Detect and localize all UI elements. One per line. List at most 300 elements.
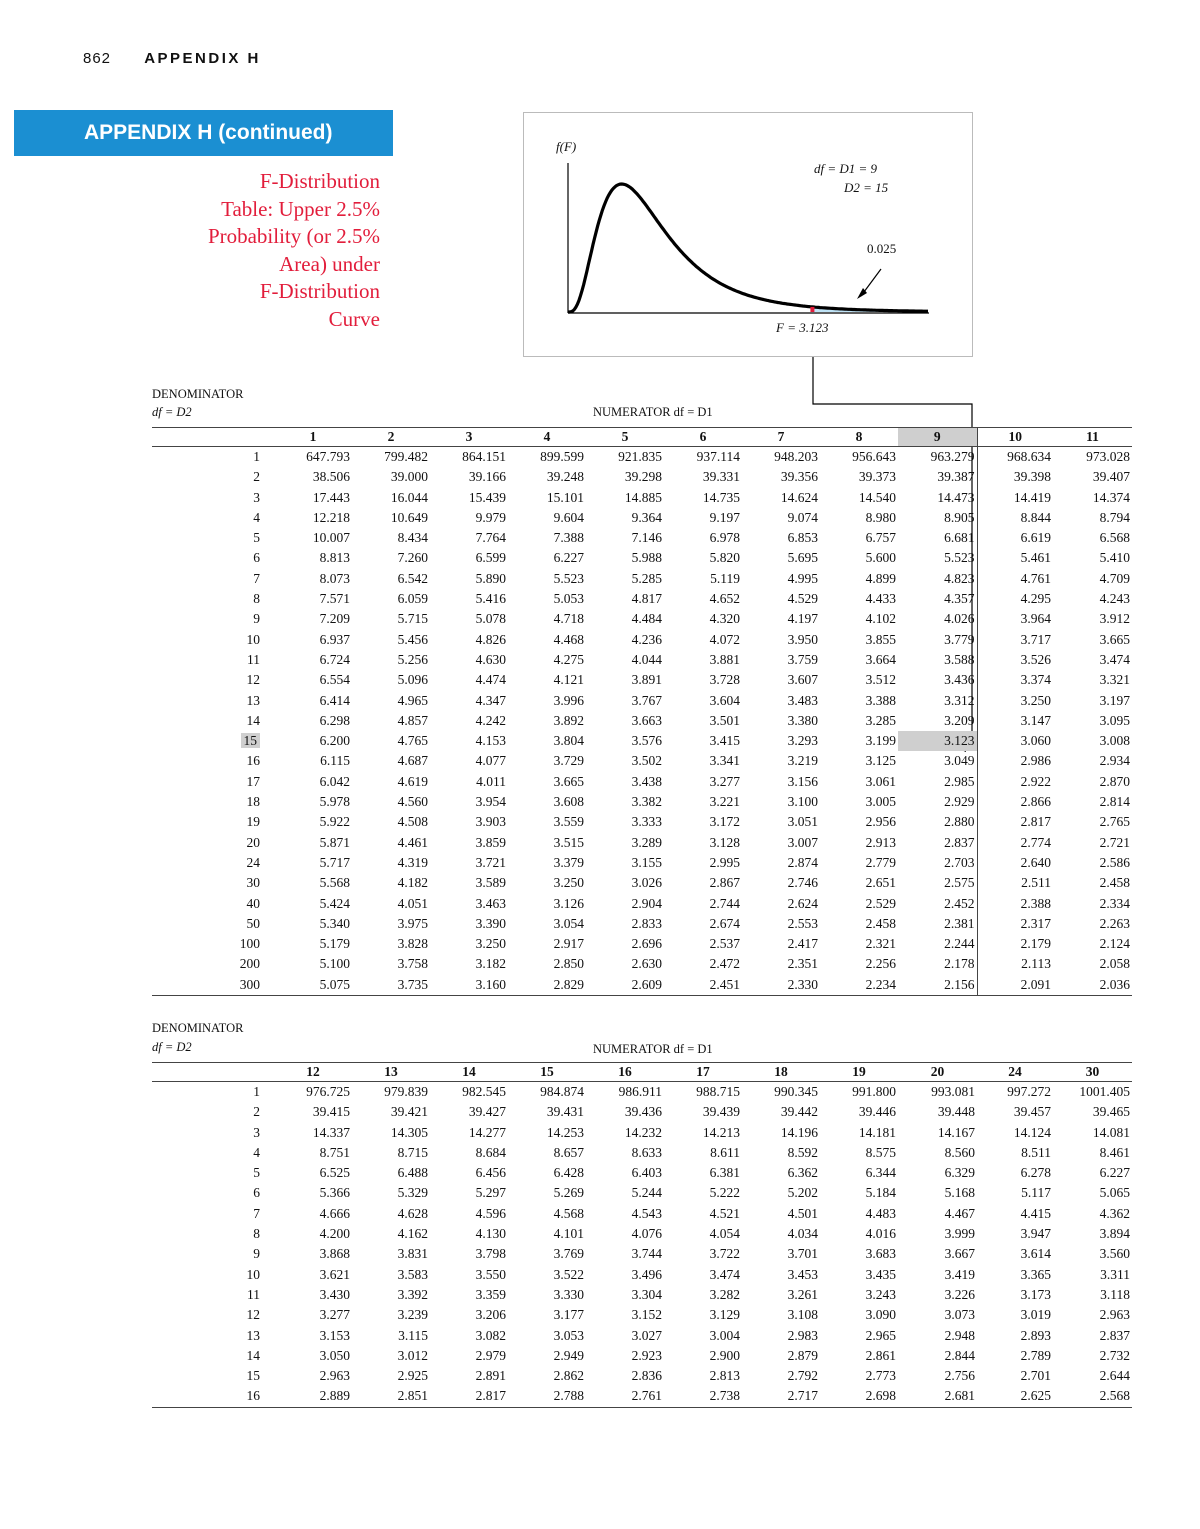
table-row xyxy=(152,853,1132,873)
table-cell: 2.351 xyxy=(787,956,818,972)
table-cell: 3.583 xyxy=(397,1266,428,1282)
table-cell: 5.285 xyxy=(631,570,662,586)
table-cell: 4.709 xyxy=(1099,570,1130,586)
table-cell: 5.978 xyxy=(319,794,350,810)
table-cell: 6.978 xyxy=(709,530,740,546)
table-cell: 2.837 xyxy=(1099,1327,1130,1343)
column-header: 2 xyxy=(352,428,430,447)
table-cell: 14.540 xyxy=(858,489,896,505)
table-cell: 5.168 xyxy=(944,1185,975,1201)
column-header: 17 xyxy=(664,1063,742,1082)
table-cell: 2.765 xyxy=(1099,814,1130,830)
table-cell: 2.817 xyxy=(1020,814,1051,830)
table-cell: 3.311 xyxy=(1100,1266,1130,1282)
table-cell: 4.468 xyxy=(553,631,584,647)
table-row xyxy=(152,650,1132,670)
table-cell: 4.765 xyxy=(397,733,428,749)
table-cell: 3.054 xyxy=(553,915,584,931)
table-cell: 2.850 xyxy=(553,956,584,972)
table-cell: 2.388 xyxy=(1020,895,1051,911)
table-cell: 3.243 xyxy=(865,1286,896,1302)
table-cell: 5.117 xyxy=(1021,1185,1051,1201)
table-cell: 2.575 xyxy=(898,873,977,893)
table-cell: 2.879 xyxy=(787,1347,818,1363)
table-row xyxy=(152,691,1132,711)
table-cell: 2.156 xyxy=(898,975,977,996)
table-cell: 2.774 xyxy=(1020,834,1051,850)
table-cell: 4.016 xyxy=(865,1226,896,1242)
table-row xyxy=(152,1082,1132,1103)
table-cell: 993.081 xyxy=(931,1084,975,1099)
table-cell: 8.684 xyxy=(475,1144,506,1160)
table-cell: 6.329 xyxy=(944,1165,975,1181)
table-cell: 3.526 xyxy=(1020,651,1051,667)
table-cell: 3.261 xyxy=(787,1286,818,1302)
table-cell: 3.588 xyxy=(898,650,977,670)
table-row xyxy=(152,670,1132,690)
table-cell: 2.756 xyxy=(944,1368,975,1384)
table-cell: 3.758 xyxy=(397,956,428,972)
table-cell: 3.125 xyxy=(865,753,896,769)
table-cell: 2.458 xyxy=(1099,875,1130,891)
table-cell: 3.293 xyxy=(787,733,818,749)
table-cell: 2.870 xyxy=(1099,773,1130,789)
table-cell: 39.407 xyxy=(1092,469,1130,485)
table-cell: 3.005 xyxy=(865,794,896,810)
table-cell: 3.027 xyxy=(631,1327,662,1343)
table-cell: 4.072 xyxy=(709,631,740,647)
table-cell: 3.744 xyxy=(631,1246,662,1262)
table-cell: 39.446 xyxy=(858,1104,896,1120)
column-header: 18 xyxy=(742,1063,820,1082)
table-cell: 3.082 xyxy=(475,1327,506,1343)
row-df-label: 300 xyxy=(152,975,274,996)
table-cell: 6.619 xyxy=(1020,530,1051,546)
table-cell: 3.123 xyxy=(898,731,977,751)
row-df-label: 20 xyxy=(246,834,260,850)
table-cell: 5.715 xyxy=(397,611,428,627)
table-cell: 14.419 xyxy=(1013,489,1051,505)
table-cell: 8.657 xyxy=(553,1144,584,1160)
caption-line: Curve xyxy=(328,306,380,331)
table-cell: 6.059 xyxy=(397,591,428,607)
table-cell: 4.243 xyxy=(1099,591,1130,607)
table-cell: 986.911 xyxy=(618,1084,662,1099)
caption-line: F-Distribution xyxy=(259,169,380,193)
table-cell: 5.456 xyxy=(397,631,428,647)
table-cell: 3.589 xyxy=(475,875,506,891)
table-cell: 3.250 xyxy=(475,936,506,952)
table-cell: 5.184 xyxy=(865,1185,896,1201)
table-row xyxy=(152,1204,1132,1224)
caption-line: Table: Upper 2.5% xyxy=(221,196,380,221)
table-cell: 39.398 xyxy=(1013,469,1051,485)
table-cell: 3.365 xyxy=(1020,1266,1051,1282)
table-cell: 2.925 xyxy=(397,1368,428,1384)
table-cell: 3.950 xyxy=(787,631,818,647)
table-cell: 5.424 xyxy=(319,895,350,911)
table-cell: 3.160 xyxy=(430,975,508,996)
table-cell: 16.044 xyxy=(390,489,428,505)
table-cell: 39.387 xyxy=(898,467,977,487)
table-cell: 2.983 xyxy=(787,1327,818,1343)
table-cell: 2.537 xyxy=(709,936,740,952)
table-cell: 5.297 xyxy=(475,1185,506,1201)
table-cell: 4.965 xyxy=(397,692,428,708)
table-cell: 3.502 xyxy=(631,753,662,769)
table-cell: 3.438 xyxy=(631,773,662,789)
table-cell: 2.761 xyxy=(586,1386,664,1407)
table-cell: 6.456 xyxy=(475,1165,506,1181)
table-cell: 7.764 xyxy=(475,530,506,546)
table-cell: 3.380 xyxy=(787,712,818,728)
highlighted-row-label: 15 xyxy=(241,733,261,748)
table-cell: 2.417 xyxy=(787,936,818,952)
table-row xyxy=(152,772,1132,792)
table-cell: 4.347 xyxy=(475,692,506,708)
column-header: 8 xyxy=(820,428,898,447)
table-cell: 3.728 xyxy=(709,672,740,688)
table-cell: 2.451 xyxy=(664,975,742,996)
table-cell: 3.060 xyxy=(1020,733,1051,749)
table-cell: 4.162 xyxy=(397,1226,428,1242)
table-cell: 3.173 xyxy=(1020,1286,1051,1302)
table-cell: 2.234 xyxy=(820,975,898,996)
table-cell: 39.415 xyxy=(312,1104,350,1120)
table-cell: 3.333 xyxy=(631,814,662,830)
table-cell: 3.868 xyxy=(319,1246,350,1262)
table-cell: 4.474 xyxy=(475,672,506,688)
table-cell: 3.717 xyxy=(1020,631,1051,647)
row-df-label: 4 xyxy=(253,509,260,525)
table-cell: 3.388 xyxy=(865,692,896,708)
table-cell: 3.374 xyxy=(1020,672,1051,688)
table-cell: 2.985 xyxy=(898,772,977,792)
table-cell: 39.166 xyxy=(468,469,506,485)
table-cell: 8.633 xyxy=(631,1144,662,1160)
table-cell: 3.147 xyxy=(1020,712,1051,728)
row-df-label: 8 xyxy=(253,1226,260,1242)
table-cell: 3.607 xyxy=(787,672,818,688)
table-cell: 4.560 xyxy=(397,794,428,810)
table-cell: 5.065 xyxy=(1099,1185,1130,1201)
row-df-label: 6 xyxy=(253,1185,260,1201)
table-row xyxy=(152,792,1132,812)
table-cell: 2.586 xyxy=(1099,854,1130,870)
table-row xyxy=(152,1163,1132,1183)
table-cell: 968.634 xyxy=(1007,449,1051,464)
table-cell: 3.090 xyxy=(865,1307,896,1323)
table-cell: 4.236 xyxy=(631,631,662,647)
df-label-numerator: df = D1 = 9 xyxy=(814,161,878,176)
table-cell: 7.571 xyxy=(319,591,350,607)
table-row xyxy=(152,488,1132,508)
table-cell: 4.076 xyxy=(631,1226,662,1242)
table-cell: 2.696 xyxy=(631,936,662,952)
table-cell: 3.522 xyxy=(553,1266,584,1282)
table-cell: 2.178 xyxy=(898,954,977,974)
table-cell: 3.382 xyxy=(631,794,662,810)
table-cell: 5.890 xyxy=(475,570,506,586)
table-cell: 2.837 xyxy=(898,833,977,853)
table-cell: 2.965 xyxy=(865,1327,896,1343)
table-cell: 3.100 xyxy=(787,794,818,810)
table-cell: 3.550 xyxy=(475,1266,506,1282)
table-row xyxy=(152,1244,1132,1264)
table-cell: 3.153 xyxy=(319,1327,350,1343)
table-cell: 9.604 xyxy=(553,509,584,525)
table-cell: 3.664 xyxy=(865,651,896,667)
table-cell: 3.095 xyxy=(1099,712,1130,728)
table-cell: 2.644 xyxy=(1099,1368,1130,1384)
table-cell: 39.298 xyxy=(624,469,662,485)
row-df-label: 24 xyxy=(246,854,260,870)
table-cell: 3.576 xyxy=(631,733,662,749)
table-cell: 3.277 xyxy=(319,1307,350,1323)
table-cell: 3.049 xyxy=(898,751,977,771)
table-cell: 3.430 xyxy=(319,1286,350,1302)
table-cell: 6.042 xyxy=(319,773,350,789)
table-cell: 3.026 xyxy=(631,875,662,891)
table-cell: 4.182 xyxy=(397,875,428,891)
table-cell: 4.630 xyxy=(475,651,506,667)
table-cell: 3.390 xyxy=(475,915,506,931)
table-cell: 2.263 xyxy=(1099,915,1130,931)
table-cell: 39.465 xyxy=(1092,1104,1130,1120)
table-cell: 4.011 xyxy=(476,773,506,789)
table-cell: 2.703 xyxy=(898,853,977,873)
table-cell: 6.853 xyxy=(787,530,818,546)
table-cell: 3.665 xyxy=(553,773,584,789)
table-cell: 2.773 xyxy=(865,1368,896,1384)
row-df-label: 16 xyxy=(152,1386,274,1407)
table-cell: 3.892 xyxy=(553,712,584,728)
table-cell: 8.715 xyxy=(397,1144,428,1160)
table-cell: 5.820 xyxy=(709,550,740,566)
table-cell: 3.073 xyxy=(944,1307,975,1323)
table-cell: 14.196 xyxy=(780,1124,818,1140)
table-cell: 956.643 xyxy=(852,449,896,464)
table-cell: 4.295 xyxy=(1020,591,1051,607)
caption-line: Probability (or 2.5% xyxy=(207,224,380,248)
table-cell: 997.272 xyxy=(1007,1084,1051,1099)
table-cell: 799.482 xyxy=(384,449,428,464)
table-cell: 3.341 xyxy=(709,753,740,769)
table-row xyxy=(152,1366,1132,1386)
table-cell: 6.278 xyxy=(1020,1165,1051,1181)
table-cell: 3.515 xyxy=(553,834,584,850)
table-cell: 2.717 xyxy=(742,1386,820,1407)
table-cell: 4.596 xyxy=(475,1205,506,1221)
table-cell: 4.652 xyxy=(709,591,740,607)
table-cell: 14.305 xyxy=(390,1124,428,1140)
table-cell: 3.859 xyxy=(475,834,506,850)
row-df-label: 2 xyxy=(253,469,260,485)
row-df-label: 7 xyxy=(253,570,260,586)
df-label-denominator: D2 = 15 xyxy=(844,180,889,195)
table-row xyxy=(152,447,1132,468)
table-cell: 2.866 xyxy=(1020,794,1051,810)
table-cell: 3.250 xyxy=(553,875,584,891)
row-df-label: 12 xyxy=(246,672,260,688)
table-cell: 8.511 xyxy=(1021,1144,1051,1160)
table-cell: 2.889 xyxy=(274,1386,352,1407)
table-cell: 3.304 xyxy=(631,1286,662,1302)
table-cell: 17.443 xyxy=(312,489,350,505)
table-cell: 5.096 xyxy=(397,672,428,688)
table-cell: 3.729 xyxy=(553,753,584,769)
table-cell: 39.439 xyxy=(702,1104,740,1120)
table-cell: 5.269 xyxy=(553,1185,584,1201)
table-cell: 3.007 xyxy=(787,834,818,850)
table-cell: 7.260 xyxy=(397,550,428,566)
row-df-label: 3 xyxy=(253,1124,260,1140)
table-cell: 14.337 xyxy=(312,1124,350,1140)
row-df-label: 100 xyxy=(239,936,260,952)
table-cell: 3.559 xyxy=(553,814,584,830)
table-row xyxy=(152,1265,1132,1285)
table-cell: 5.340 xyxy=(319,915,350,931)
table-cell: 4.320 xyxy=(709,611,740,627)
table-cell: 14.181 xyxy=(858,1124,896,1140)
table-cell: 5.988 xyxy=(631,550,662,566)
table-cell: 2.179 xyxy=(1020,936,1051,952)
table-cell: 647.793 xyxy=(306,449,350,464)
critical-value-label: F = 3.123 xyxy=(776,320,829,335)
table-cell: 5.100 xyxy=(319,956,350,972)
table-cell: 4.467 xyxy=(944,1205,975,1221)
table-cell: 6.681 xyxy=(898,528,977,548)
table-cell: 2.058 xyxy=(1099,956,1130,972)
page-header-title: APPENDIX H xyxy=(144,50,261,67)
table-row xyxy=(152,569,1132,589)
table-cell: 2.568 xyxy=(1053,1386,1132,1407)
table-cell: 8.844 xyxy=(1020,509,1051,525)
row-df-label: 3 xyxy=(253,489,260,505)
table-cell: 3.155 xyxy=(631,854,662,870)
table-cell: 14.124 xyxy=(1013,1124,1051,1140)
table-cell: 5.695 xyxy=(787,550,818,566)
table-cell: 8.611 xyxy=(710,1144,740,1160)
table-cell: 3.199 xyxy=(865,733,896,749)
table-cell: 963.279 xyxy=(898,447,977,468)
table-cell: 2.788 xyxy=(508,1386,586,1407)
table-cell: 3.453 xyxy=(787,1266,818,1282)
table-cell: 5.523 xyxy=(898,548,977,568)
table-cell: 3.855 xyxy=(865,631,896,647)
table-cell: 3.667 xyxy=(944,1246,975,1262)
caption-line: F-Distribution xyxy=(259,279,380,303)
table-cell: 2.553 xyxy=(787,915,818,931)
table-cell: 984.874 xyxy=(540,1084,584,1099)
table-cell: 4.153 xyxy=(475,733,506,749)
table-cell: 4.483 xyxy=(865,1205,896,1221)
table-row xyxy=(152,873,1132,893)
table-cell: 4.051 xyxy=(397,895,428,911)
table-cell: 9.074 xyxy=(787,509,818,525)
table-cell: 2.317 xyxy=(1020,915,1051,931)
table-cell: 4.857 xyxy=(397,712,428,728)
table-cell: 6.757 xyxy=(865,530,896,546)
table-cell: 4.034 xyxy=(787,1226,818,1242)
table-cell: 2.124 xyxy=(1099,936,1130,952)
table-cell: 2.651 xyxy=(865,875,896,891)
table-cell: 3.614 xyxy=(1020,1246,1051,1262)
table-cell: 3.999 xyxy=(944,1226,975,1242)
f-table-2 xyxy=(152,1062,1132,1408)
column-header: 12 xyxy=(274,1063,352,1082)
table-cell: 3.219 xyxy=(787,753,818,769)
table1-denominator-df: df = D2 xyxy=(152,405,192,419)
table-row xyxy=(152,1183,1132,1203)
table-cell: 14.081 xyxy=(1092,1124,1130,1140)
table-cell: 5.329 xyxy=(397,1185,428,1201)
table-cell: 2.844 xyxy=(944,1347,975,1363)
table-row xyxy=(152,751,1132,771)
table-cell: 6.362 xyxy=(787,1165,818,1181)
table-cell: 3.197 xyxy=(1099,692,1130,708)
table-cell: 39.331 xyxy=(702,469,740,485)
table-cell: 3.108 xyxy=(787,1307,818,1323)
header-corner xyxy=(152,428,274,447)
table-cell: 39.248 xyxy=(546,469,584,485)
table-cell: 2.244 xyxy=(898,934,977,954)
table-cell: 39.448 xyxy=(937,1104,975,1120)
table-cell: 3.436 xyxy=(898,670,977,690)
table-cell: 3.392 xyxy=(397,1286,428,1302)
table-row xyxy=(152,1346,1132,1366)
table-cell: 3.767 xyxy=(631,692,662,708)
table-cell: 973.028 xyxy=(1086,449,1130,464)
table-cell: 3.053 xyxy=(553,1327,584,1343)
table-cell: 3.828 xyxy=(397,936,428,952)
row-df-label: 19 xyxy=(246,814,260,830)
table-cell: 3.474 xyxy=(1099,651,1130,667)
table-cell: 3.359 xyxy=(475,1286,506,1302)
table-cell: 3.912 xyxy=(1099,611,1130,627)
table-cell: 39.436 xyxy=(624,1104,662,1120)
table-cell: 6.599 xyxy=(475,550,506,566)
table-cell: 4.543 xyxy=(631,1205,662,1221)
table-cell: 3.604 xyxy=(709,692,740,708)
table-cell: 3.894 xyxy=(1099,1226,1130,1242)
column-header: 30 xyxy=(1053,1063,1132,1082)
table-cell: 3.004 xyxy=(709,1327,740,1343)
table-cell: 6.554 xyxy=(319,672,350,688)
table-cell: 4.130 xyxy=(475,1226,506,1242)
table-cell: 2.929 xyxy=(898,792,977,812)
table-cell: 3.206 xyxy=(475,1307,506,1323)
table-cell: 6.542 xyxy=(397,570,428,586)
table-cell: 8.434 xyxy=(397,530,428,546)
table-cell: 5.256 xyxy=(397,651,428,667)
row-df-label: 40 xyxy=(246,895,260,911)
table-cell: 7.146 xyxy=(631,530,662,546)
table-cell: 1001.405 xyxy=(1079,1084,1130,1099)
table-cell: 3.804 xyxy=(553,733,584,749)
table-cell: 921.835 xyxy=(618,449,662,464)
table-cell: 2.836 xyxy=(631,1368,662,1384)
row-df-label: 6 xyxy=(253,550,260,566)
table-cell: 5.717 xyxy=(319,854,350,870)
row-df-label: 5 xyxy=(253,530,260,546)
table-cell: 2.979 xyxy=(475,1347,506,1363)
table-cell: 3.177 xyxy=(553,1307,584,1323)
table-cell: 2.792 xyxy=(787,1368,818,1384)
table-cell: 4.817 xyxy=(631,591,662,607)
table-cell: 3.975 xyxy=(397,915,428,931)
table-cell: 3.512 xyxy=(865,672,896,688)
